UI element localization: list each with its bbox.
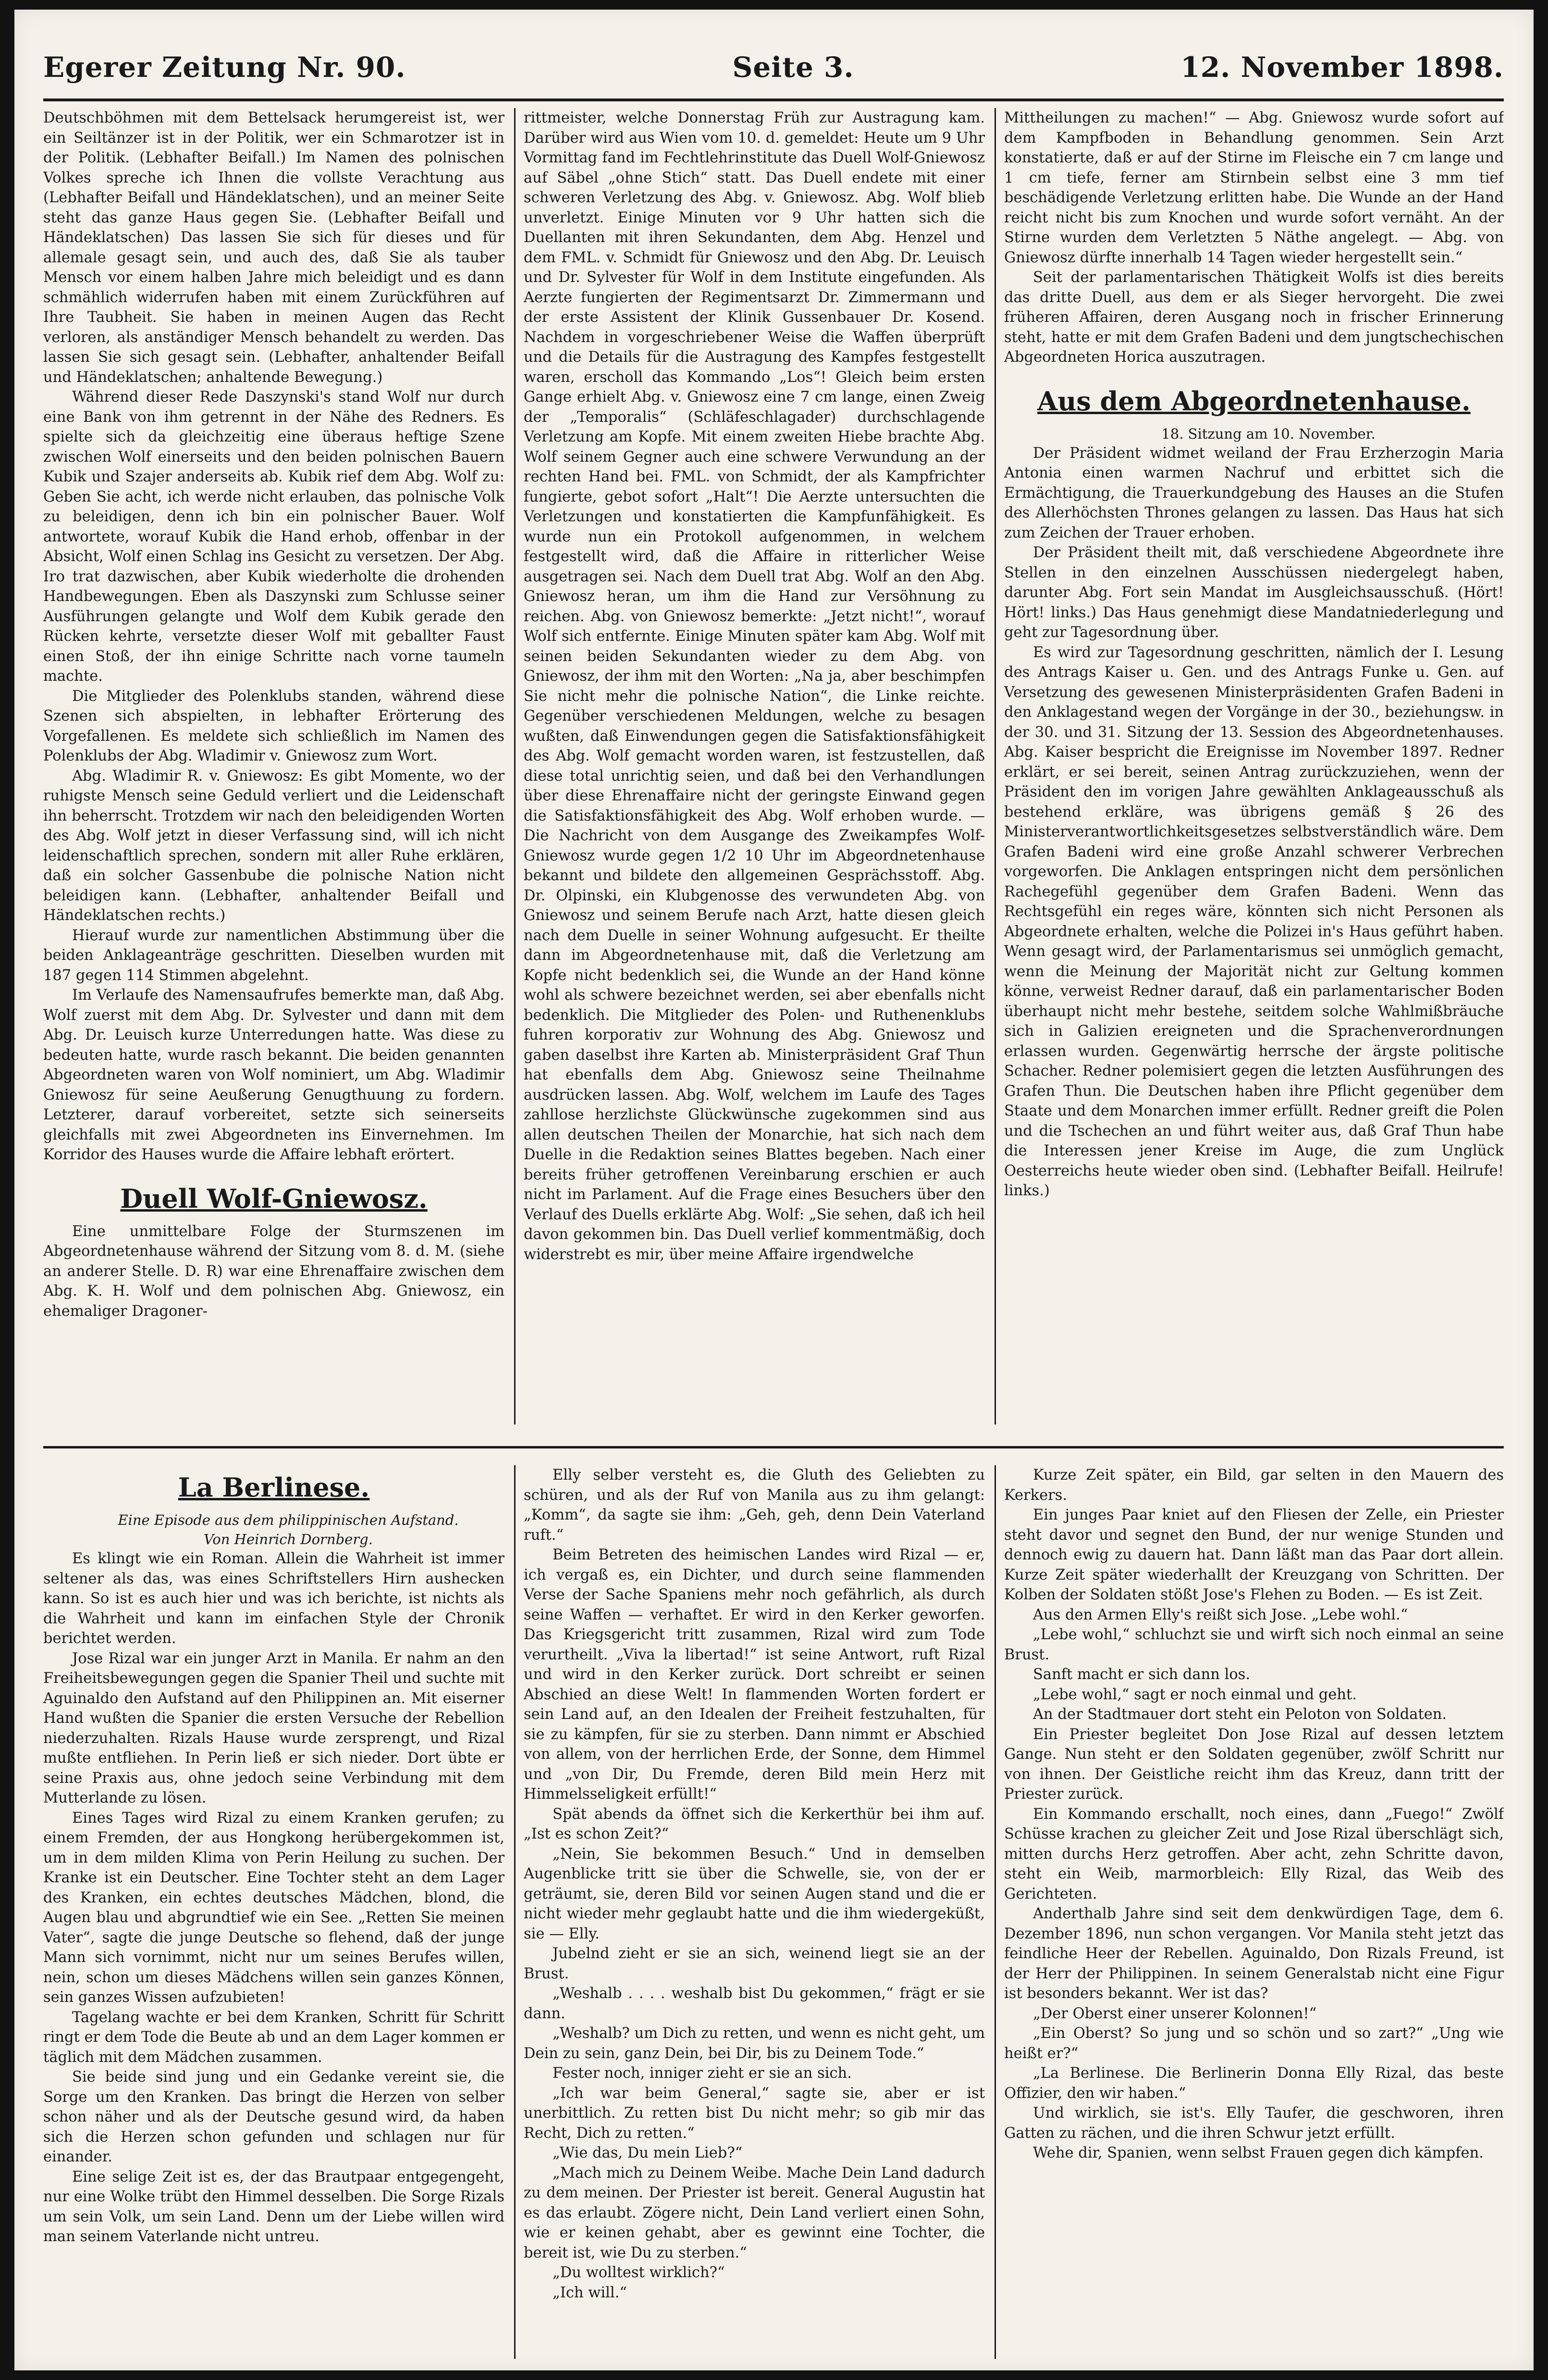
header-rule	[43, 98, 1504, 101]
column-divider	[514, 108, 516, 1424]
parliament-heading: Aus dem Abgeordnetenhause.	[1037, 385, 1471, 417]
paragraph: Tagelang wachte er bei dem Kranken, Schritt für Schritt ringt er dem Tode die Beute ab und an dem Lager kommen er täglich mit dem Mädchen zusammen.	[43, 2009, 504, 2066]
paragraph: Ein Kommando erschallt, noch eines, dann „Fuego!“ Zwölf Schüsse krachen zu gleicher Zeit und Jose Rizal überschlägt sich, mitten durchs Herz getroffen. Aber acht, zehn Schritte davon, steht ein Weib, marmorbleich: Elly Rizal, das Weib des Gerichteten.	[1004, 1805, 1504, 1902]
paragraph: Hierauf wurde zur namentlichen Abstimmung über die beiden Anklageanträge geschritten. Dieselben wurden mit 187 gegen 114 Stimmen abgelehnt.	[43, 927, 504, 984]
paragraph: „Du wolltest wirklich?“	[553, 2264, 725, 2281]
paragraph: Jubelnd zieht er sie an sich, weinend liegt sie an der Brust.	[524, 1945, 985, 1982]
paragraph: Spät abends da öffnet sich die Kerkerthür bei ihm auf. „Ist es schon Zeit?“	[524, 1805, 985, 1842]
column-1	[43, 108, 504, 1424]
paragraph: Der Präsident widmet weiland der Frau Erzherzogin Maria Antonia einen warmen Nachruf und erbittet sich die Ermächtigung, die Trauerkundgebung des Hauses an die Stufen des Allerhöchsten Thrones gelangen zu lassen. Das Haus hat sich zum Zeichen der Trauer erhoben.	[1004, 444, 1504, 541]
paragraph: Jose Rizal war ein junger Arzt in Manila. Er nahm an den Freiheitsbewegungen gegen die Spanier Theil und suchte mit Aguinaldo den Aufstand auf den Philippinen an. Mit eiserner Hand wußten die Spanier die ersten Versuche der Rebellion niederzuhalten. Rizals Hause wurde zersprengt, und Rizal mußte entfliehen. In Perin ließ er sich nieder. Dort übte er seine Praxis aus, ohne jedoch seine Verbindung mit dem Mutterlande zu lösen.	[43, 1650, 504, 1806]
page-header	[43, 38, 1504, 96]
column-3	[1004, 108, 1504, 1424]
paragraph: Eine unmittelbare Folge der Sturmszenen im Abgeordnetenhause während der Sitzung vom 8. d. M. (siehe an anderer Stelle. D. R) war eine Ehrenaffaire zwischen dem Abg. K. H. Wolf und dem polnischen Abg. Gniewosz, ein ehemaliger Dragoner-	[43, 1223, 504, 1320]
column-2	[524, 108, 985, 1424]
paragraph: Anderthalb Jahre sind seit dem denkwürdigen Tage, dem 6. Dezember 1896, nun schon vergangen. Vor Manila steht jetzt das feindliche Heer der Rebellen. Aguinaldo, Don Rizals Freund, ist der Herr der Philippinen. In seinem Generalstab nicht eine Figur ist besonders bekannt. Wer ist das?	[1004, 1905, 1504, 2002]
duel-heading: Duell Wolf-Gniewosz.	[120, 1183, 428, 1214]
column-divider	[995, 1465, 996, 2359]
paragraph: „La Berlinese. Die Berlinerin Donna Elly Rizal, das beste Offizier, den wir haben.“	[1004, 2065, 1504, 2102]
paragraph: Abg. Wladimir R. v. Gniewosz: Es gibt Momente, wo der ruhigste Mensch seine Geduld verliert und die Leidenschaft ihn beherrscht. Trotzdem wir nach den beleidigenden Worten des Abg. Wolf jetzt in dieser Verfassung sind, will ich nicht leidenschaftlich sprechen, sondern mit aller Ruhe erklären, daß ein solcher Gassenbube die polnische Nation nicht beleidigen kann. (Lebhafter, anhaltender Beifall und Händeklatschen rechts.)	[43, 767, 504, 924]
paragraph: „Der Oberst einer unserer Kolonnen!“	[1033, 2005, 1317, 2022]
paragraph: „Ich will.“	[553, 2284, 627, 2301]
paragraph: Seit der parlamentarischen Thätigkeit Wolfs ist dies bereits das dritte Duell, aus dem er als Sieger hervorgeht. Die zwei früheren Affairen, deren Ausgang noch in frischer Erinnerung steht, hatte er mit dem Grafen Badeni und dem jungtschechischen Abgeordneten Horica auszutragen.	[1004, 269, 1504, 366]
paragraph: „Lebe wohl,“ sagt er noch einmal und geht.	[1033, 1686, 1357, 1703]
paragraph: Sie beide sind jung und ein Gedanke vereint sie, die Sorge um den Kranken. Das bringt die Herzen von selber schon näher und als der Deutsche gesund wird, da haben sich die Herzen schon gefunden und schlagen nur für einander.	[43, 2069, 504, 2165]
paragraph: Aus den Armen Elly's reißt sich Jose. „Lebe wohl.“	[1033, 1606, 1408, 1623]
paragraph: An der Stadtmauer dort steht ein Peloton von Soldaten.	[1033, 1706, 1447, 1723]
paragraph: Im Verlaufe des Namensaufrufes bemerkte man, daß Abg. Wolf zuerst mit dem Abg. Dr. Sylvester und dann mit dem Abg. Dr. Leuisch kurze Unterredungen hatte. Was diese zu bedeuten hatte, wurde rasch bekannt. Die beiden genannten Abgeordneten waren von Wolf nominiert, um Abg. Wladimir Gniewosz für seine Aeußerung Genugthuung zu fordern. Letzterer, darauf vorbereitet, setzte sich seinerseits gleichfalls mit zwei Abgeordneten ins Einvernehmen. Im Korridor des Hauses wurde die Affaire lebhaft erörtert.	[43, 987, 504, 1163]
story-author: Von Heinrich Dornberg.	[204, 1531, 373, 1547]
paragraph: Der Präsident theilt mit, daß verschiedene Abgeordnete ihre Stellen in den einzelnen Ausschüssen niedergelegt haben, darunter Abg. Fort sein Mandat im Ausgleichsausschuß. (Hört! Hört! links.) Das Haus genehmigt diese Mandatniederlegung und geht zur Tagesordnung über.	[1004, 544, 1504, 641]
paragraph: Eines Tages wird Rizal zu einem Kranken gerufen; zu einem Fremden, der aus Hongkong herübergekommen ist, um in dem milden Klima von Perin Heilung zu suchen. Der Kranke ist ein Deutscher. Eine Tochter steht an dem Lager des Kranken, ein echtes deutsches Mädchen, blond, die Augen blau und abgrundtief wie ein See. „Retten Sie meinen Vater“, sagte die junge Deutsche so flehend, daß der junge Mann sich vornimmt, nicht nur um seines Berufes willen, nein, schon um dieses Mädchens willen sein ganzes Können, sein ganzes Wissen aufzubieten!	[43, 1809, 504, 2006]
story-heading: La Berlinese.	[178, 1472, 370, 1503]
paragraph: „Weshalb? um Dich zu retten, und wenn es nicht geht, um Dein zu sein, ganz Dein, bei Dir, bis zu Deinem Tode.“	[524, 2025, 985, 2062]
feuilleton-rule	[43, 1446, 1504, 1448]
feuilleton-column-3	[1004, 1465, 1504, 2359]
paragraph: Elly selber versteht es, die Gluth des Geliebten zu schüren, und als der Ruf von Manila aus zu ihm gelangt: „Komm“, da sagte sie ihm: „Geh, geh, denn Dein Vaterland ruft.“	[524, 1467, 985, 1544]
paragraph: Fester noch, inniger zieht er sie an sich.	[553, 2065, 852, 2082]
paragraph: „Ein Oberst? So jung und so schön und so zart?“ „Ung wie heißt er?“	[1004, 2025, 1504, 2062]
paragraph: „Wie das, Du mein Lieb?“	[553, 2145, 743, 2161]
paragraph: Wehe dir, Spanien, wenn selbst Frauen gegen dich kämpfen.	[1033, 2145, 1484, 2161]
newspaper-page	[14, 10, 1534, 2370]
column-divider	[514, 1465, 516, 2359]
paragraph: Es wird zur Tagesordnung geschritten, nämlich der I. Lesung des Antrags Kaiser u. Gen. und des Antrags Funke u. Gen. auf Versetzung des gewesenen Ministerpräsidenten Grafen Badeni in den Anklagestand wegen der Vorgänge in der 30., beziehungsw. in der 30. und 31. Sitzung der 13. Session des Abgeordnetenhauses. Abg. Kaiser bespricht die Ereignisse im November 1897. Redner erklärt, er sei bereit, seinen Antrag zurückzuziehen, wenn der Präsident den im vorigen Jahre gewählten Anklageausschuß als bestehend erkläre, was übrigens gemäß § 26 des Ministerverantwortlichkeitsgesetzes selbstverständlich wäre. Dem Grafen Badeni wird eine große Anzahl schwerer Verbrechen vorgeworfen. Die Anklagen entspringen nicht dem persönlichen Rachegefühl gegenüber dem Grafen Badeni. Wenn das Rechtsgefühl ein reges wäre, könnten sich nicht Personen als Abgeordnete erhalten, welche die Polizei in's Haus geführt haben. Wenn gesagt wird, der Parlamentarismus sei unmöglich gemacht, wenn die Meinung der Majorität nicht zur Geltung kommen könne, verweist Redner darauf, daß ein parlamentarischer Boden überhaupt nicht mehr bestehe, seitdem solche Wahlmißbräuche sich in Galizien ereigneten und die Sprachenverordnungen erlassen wurden. Gegenwärtig herrsche der ärgste politische Schacher. Redner polemisiert gegen die letzten Ausführungen des Grafen Thun. Die Deutschen haben ihre Pflicht gegenüber dem Staate und dem Monarchen immer erfüllt. Redner greift die Polen und die Tschechen an und führt weiter aus, daß Graf Thun habe die Interessen jener Kreise im Auge, die zum Unglück Oesterreichs heute wieder oben sind. (Lebhafter Beifall. Heilrufe! links.)	[1004, 644, 1504, 1199]
paragraph: Beim Betreten des heimischen Landes wird Rizal — er, ich vergaß es, ein Dichter, und durch seine flammenden Verse der Sache Spaniens mehr noch gefährlich, als durch seine Waffen — verhaftet. Er wird in den Kerker geworfen. Das Kriegsgericht tritt zusammen, Rizal wird zum Tode verurtheilt. „Viva la libertad!“ ist seine Antwort, ruft Rizal und wird in den Kerker zurück. Dort schreibt er seinen Abschied an diese Welt! In flammenden Worten fordert er sein Land auf, an den Idealen der Freiheit festzuhalten, für sie zu kämpfen, für sie zu sterben. Dann nimmt er Abschied von allem, von der herrlichen Erde, der Sonne, dem Himmel und „von Dir, Du Fremde, deren Bild mein Herz mit Himmelsseligkeit erfüllt!“	[524, 1546, 985, 1803]
paragraph: „Weshalb . . . . weshalb bist Du gekommen,“ frägt er sie dann.	[524, 1985, 985, 2022]
paragraph: Mittheilungen zu machen!“ — Abg. Gniewosz wurde sofort auf dem Kampfboden in Behandlung genommen. Sein Arzt konstatierte, daß er auf der Stirne im Fleische ein 7 cm lange und 1 cm tiefe, ferner am Stirnbein selbst eine 3 mm tief beschädigende Verletzung erlitten habe. Die Wunde an der Hand reicht nicht bis zum Knochen und wurde sofort vernäht. An der Stirne wurden dem Verletzten 5 Näthe angelegt. — Abg. von Gniewosz dürfte innerhalb 14 Tagen wieder hergestellt sein.“	[1004, 110, 1504, 266]
newspaper-title: Egerer Zeitung Nr. 90.	[43, 51, 406, 84]
paragraph: „Lebe wohl,“ schluchzt sie und wirft sich noch einmal an seine Brust.	[1004, 1626, 1504, 1663]
story-subtitle: Eine Episode aus dem philippinischen Aufstand.	[118, 1512, 459, 1528]
feuilleton-column-1	[43, 1465, 504, 2359]
parliament-session: 18. Sitzung am 10. November.	[1161, 425, 1376, 442]
column-divider	[995, 108, 996, 1424]
paragraph: Ein junges Paar kniet auf den Fliesen der Zelle, ein Priester steht davor und segnet den Bund, der nur wenige Stunden und dennoch ewig zu dauern hat. Dann läßt man das Paar dort allein. Kurze Zeit später wiederhallt der Kreuzgang von Schritten. Der Kolben der Soldaten stößt Jose's Flehen zu Boden. — Es ist Zeit.	[1004, 1507, 1504, 1603]
paragraph: Deutschböhmen mit dem Bettelsack herumgereist ist, wer ein Seiltänzer ist in der Politik, wer ein Schmarotzer ist in der Politik. (Lebhafter Beifall.) Im Namen des polnischen Volkes spreche ich Ihnen die vollste Verachtung aus (Lebhafter Beifall und Händeklatschen), und an meiner Seite steht das ganze Haus gegen Sie. (Lebhafter Beifall und Händeklatschen) Das lassen Sie sich für dieses und für allemale gesagt sein, und auch des, daß Sie als tauber Mensch vor einem halben Jahre mich beleidigt und es dann schmählich widerrufen haben mit einem Zurückführen auf Ihre Taubheit. Sie haben in meinen Augen das Recht verloren, als anständiger Mensch behandelt zu werden. Das lassen Sie sich gesagt sein. (Lebhafter, anhaltender Beifall und Händeklatschen; anhaltende Bewegung.)	[43, 110, 504, 386]
paragraph: Die Mitglieder des Polenklubs standen, während diese Szenen sich abspielten, in lebhafter Erörterung des Vorgefallenen. Es meldete sich schließlich im Namen des Polenklubs der Abg. Wladimir v. Gniewosz zum Wort.	[43, 687, 504, 764]
paragraph: Während dieser Rede Daszynski's stand Wolf nur durch eine Bank von ihm getrennt in der Nähe des Redners. Es spielte sich da gleichzeitig eine überaus heftige Szene zwischen Wolf einerseits und den beiden polnischen Bauern Kubik und Szajer anderseits ab. Kubik rief dem Abg. Wolf zu: Geben Sie acht, ich werde nicht erlauben, das polnische Volk zu beleidigen, denn ich bin ein polnischer Bauer. Wolf antwortete, worauf Kubik die Hand erhob, offenbar in der Absicht, Wolf einen Schlag ins Gesicht zu versetzen. Der Abg. Iro trat dazwischen, aber Kubik wiederholte die drohenden Handbewegungen. Eben als Daszynski zum Schlusse seiner Ausführungen gelangte und Wolf dem Kubik gerade den Rücken kehrte, versetzte dieser Wolf mit geballter Faust einen Stoß, der ihn einige Schritte nach vorne taumeln machte.	[43, 389, 504, 685]
paragraph: Ein Priester begleitet Don Jose Rizal auf dessen letztem Gange. Nun steht er den Soldaten gegenüber, zwölf Schritt nur von ihnen. Der Geistliche reicht ihm das Kreuz, dann tritt der Priester zurück.	[1004, 1726, 1504, 1803]
paragraph: rittmeister, welche Donnerstag Früh zur Austragung kam. Darüber wird aus Wien vom 10. d. gemeldet: Heute um 9 Uhr Vormittag fand im Fechtlehrinstitute das Duell Wolf-Gniewosz auf Säbel „ohne Stich“ statt. Das Duell endete mit einer schweren Verletzung des Abg. v. Gniewosz. Abg. Wolf blieb unverletzt. Einige Minuten vor 9 Uhr hatten sich die Duellanten mit ihren Sekundanten, dem Abg. Henzel und dem FML. v. Schmidt für Gniewosz und den Abg. Dr. Leuisch und Dr. Sylvester für Wolf in dem Institute eingefunden. Als Aerzte fungierten der Regimentsarzt Dr. Zimmermann und der erste Assistent der Klinik Gussenbauer Dr. Kosend. Nachdem in vorgeschriebener Weise die Waffen überprüft und die Details für die Austragung des Kampfes festgestellt waren, erscholl das Kommando „Los“! Gleich beim ersten Gange erhielt Abg. v. Gniewosz eine 7 cm lange, einen Zweig der „Temporalis“ (Schläfeschlagader) durchschlagende Verletzung am Kopfe. Mit einem zweiten Hiebe brachte Abg. Wolf seinem Gegner auch eine schwere Verwundung an der rechten Hand bei. FML. von Schmidt, der als Kampfrichter fungierte, gebot sofort „Halt“! Die Aerzte untersuchten die Verletzungen und konstatierten die Kampfunfähigkeit. Es wurde nun ein Protokoll aufgenommen, in welchem festgestellt wird, daß die Affaire in ritterlicher Weise ausgetragen sei. Nach dem Duell trat Abg. Wolf an den Abg. Gniewosz heran, um ihm die Hand zur Versöhnung zu reichen. Abg. von Gniewosz bemerkte: „Jetzt nicht!“, worauf Wolf sich entfernte. Einige Minuten später kam Abg. Wolf mit seinen beiden Sekundanten wieder zu dem Abg. von Gniewosz, der ihm mit den Worten: „Na ja, aber beschimpfen Sie nicht mehr die polnische Nation“, die Linke reichte. Gegenüber verschiedenen Meldungen, welche zu besagen wußten, daß Einwendungen gegen die Satisfaktionsfähigkeit des Abg. Wolf gemacht worden waren, ist festzustellen, daß diese total unrichtig seien, und daß bei den Verhandlungen über diese Ehrenaffaire nicht der geringste Einwand gegen die Satisfaktionsfähigkeit des Abg. Wolf erhoben wurde. — Die Nachricht von dem Ausgange des Zweikampfes Wolf-Gniewosz wurde gegen 1/2 10 Uhr im Abgeordnetenhause bekannt und bildete den allgemeinen Gesprächsstoff. Abg. Dr. Olpinski, ein Klubgenosse des verwundeten Abg. von Gniewosz und seinem Berufe nach Arzt, hatte diesen gleich nach dem Duelle in seiner Wohnung aufgesucht. Er theilte dann im Abgeordnetenhause mit, daß die Verletzung am Kopfe nicht bedenklich sei, die Wunde an der Hand könne wohl als schwere bezeichnet werden, sei aber ebenfalls nicht bedenklich. Die Mitglieder des Polen- und Ruthenenklubs fuhren korporativ zur Wohnung des Abg. Gniewosz und gaben daselbst ihre Karten ab. Ministerpräsident Graf Thun hat ebenfalls dem Abg. Gniewosz seine Theilnahme ausdrücken lassen. Abg. Wolf, welchem im Laufe des Tages zahllose herzlichste Glückwünsche zugekommen sind aus allen deutschen Theilen der Monarchie, hat sich nach dem Duelle in die Redaktion seines Blattes begeben. Nach einer bereits früher getroffenen Vereinbarung erschien er auch nicht im Parlament. Auf die Frage eines Besuchers über den Verlauf des Duells erklärte Abg. Wolf: „Sie sehen, daß ich heil davon gekommen bin. Das Duell verlief kommentmäßig, doch widerstrebt es mir, über meine Affaire irgendwelche	[524, 110, 985, 1263]
issue-date: 12. November 1898.	[1180, 51, 1504, 84]
paragraph: Sanft macht er sich dann los.	[1033, 1666, 1251, 1683]
paragraph: Und wirklich, sie ist's. Elly Taufer, die geschworen, ihren Gatten zu rächen, und die ihren Schwur jetzt erfüllt.	[1004, 2105, 1504, 2142]
paragraph: „Nein, Sie bekommen Besuch.“ Und in demselben Augenblicke tritt sie über die Schwelle, sie, von der er geträumt, sie, deren Bild vor seinen Augen stand und die er nicht wieder mehr geglaubt hatte und die ihm wiedergeküßt, sie — Elly.	[524, 1845, 985, 1942]
page-number: Seite 3.	[732, 51, 854, 84]
feuilleton-column-2	[524, 1465, 985, 2359]
paragraph: Kurze Zeit später, ein Bild, gar selten in den Mauern des Kerkers.	[1004, 1467, 1504, 1504]
paragraph: Eine selige Zeit ist es, der das Brautpaar entgegengeht, nur eine Wolke trübt den Himmel desselben. Die Sorge Rizals um sein Volk, um sein Land. Denn um der Liebe willen wird man seinem Vaterlande nicht untreu.	[43, 2168, 504, 2245]
paragraph: „Mach mich zu Deinem Weibe. Mache Dein Land dadurch zu dem meinen. Der Priester ist bereit. General Augustin hat es das erlaubt. Zögere nicht, Dein Land verliert einen Sohn, wie er keinen gehabt, aber es gewinnt eine Tochter, die bereit ist, wie Du zu sterben.“	[524, 2164, 985, 2261]
paragraph: „Ich war beim General,“ sagte sie, aber er ist unerbittlich. Zu retten bist Du nicht mehr; so gib mir das Recht, Dich zu retten.“	[524, 2085, 985, 2142]
paragraph: Es klingt wie ein Roman. Allein die Wahrheit ist immer seltener als das, was eines Schriftstellers Hirn aushecken kann. So ist es auch hier und was ich berichte, ist nichts als die Wahrheit und kann im einfachen Style der Chronik berichtet werden.	[43, 1550, 504, 1647]
